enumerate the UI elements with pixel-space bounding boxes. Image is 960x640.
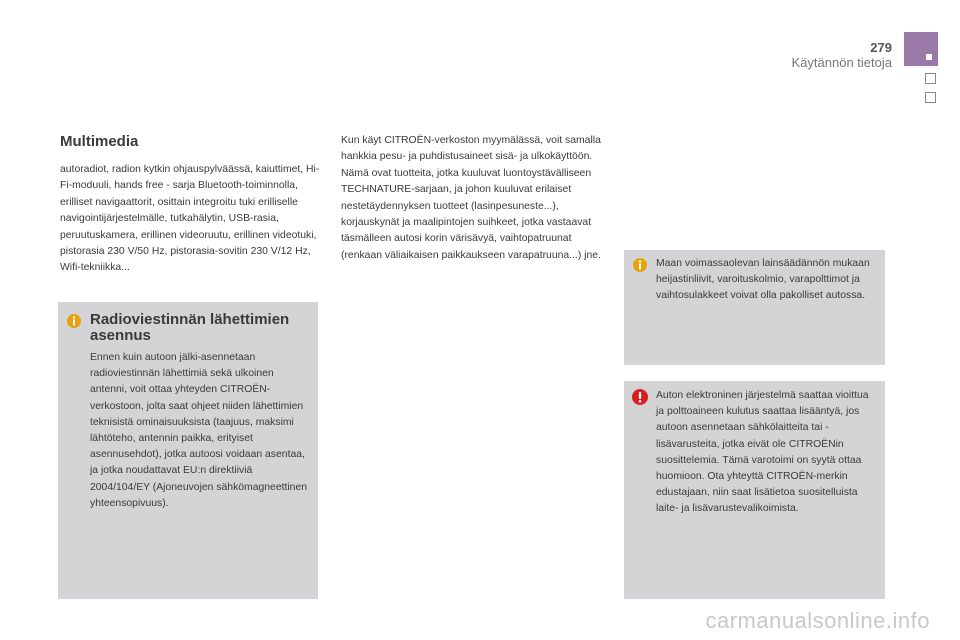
radio-box-title: Radioviestinnän lähettimien asennus: [90, 311, 290, 344]
chapter-tab[interactable]: [925, 92, 936, 103]
warning-icon: [632, 389, 648, 405]
page-number: 279: [870, 40, 892, 55]
multimedia-section: [60, 133, 322, 277]
section-title: Käytännön tietoja: [791, 55, 892, 70]
chapter-tab[interactable]: [925, 73, 936, 84]
cleaning-products-text: Kun käyt CITROËN-verkoston myymälässä, voit samalla hankkia pesu- ja puhdistusaineet sisä- ja ulkokäyttöön. Nämä ovat tuotteita, jotka kuuluvat luontoystävälliseen TECHNATURE-sarjaan, ja johon kuuluvat erilaiset nestetäydennyksen tuotteet (lasinpesuneste...), korjauskynät ja maalipintojen suihkeet, jotka vastaavat täsmälleen autosi korin värisävyä, vaihtopatruunat (renkaan väliaikaisen paikkaukseen varapatruuna...) jne.: [341, 135, 601, 261]
radio-box-text: Ennen kuin autoon jälki-asennetaan radioviestinnän lähettimiä sekä ulkoinen antenni, voit ottaa yhteyden CITROËN-verkostoon, jolta saat ohjeet niiden lähettimien teknisistä ominaisuuksista (taajuus, maksimi lähtöteho, antennin paikka, erityiset asennusehdot), jotka autoosi voidaan asentaa, ja jotka noudattavat EU:n direktiiviä 2004/104/EY (Ajoneuvojen sähkömagneettinen yhteensopivuus).: [90, 352, 308, 509]
watermark: carmanualsonline.info: [705, 608, 930, 633]
cleaning-products-section: [341, 133, 605, 264]
chapter-tab-active[interactable]: [904, 32, 938, 66]
legal-equipment-text: Maan voimassaolevan lainsäädännön mukaan heijastinliivit, varoituskolmio, varapolttimot ja vaihtosulakkeet voivat olla pakolliset autossa.: [656, 258, 870, 302]
multimedia-text: autoradiot, radion kytkin ohjauspylväässä, kaiuttimet, Hi-Fi-moduuli, hands free - sarja Bluetooth-toiminnolla, erilliset navigaattorit, osittain integroitu tuki erilliselle navigointijärjestelmälle, tutkahälytin, USB-rasia, peruutuskamera, erillinen videoruutu, erillinen videotuki, pistorasia 230 V/50 Hz, pistorasia-sovitin 230 V/12 Hz, Wifi-tekniikka...: [60, 164, 320, 274]
radio-transmitter-box: [58, 302, 318, 599]
tab-marker: [926, 54, 932, 60]
info-icon: [633, 258, 647, 272]
info-icon: [67, 314, 81, 328]
electronics-warning-box: [624, 381, 885, 599]
legal-equipment-box: [624, 250, 885, 365]
multimedia-title: Multimedia: [60, 133, 139, 150]
electronics-warning-text: Auton elektroninen järjestelmä saattaa vioittua ja polttoaineen kulutus saattaa lisääntyä, jos autoon asennetaan sähkölaitteita tai -lisävarusteita, jotka eivät ole CITROËNin suosittelemia. Tämä varotoimi on syytä ottaa huomioon. Ota yhteyttä CITROËN-merkin edustajaan, niin saat lisätietoa suositelluista laite- ja lisävarustevalikoimista.: [656, 390, 869, 515]
